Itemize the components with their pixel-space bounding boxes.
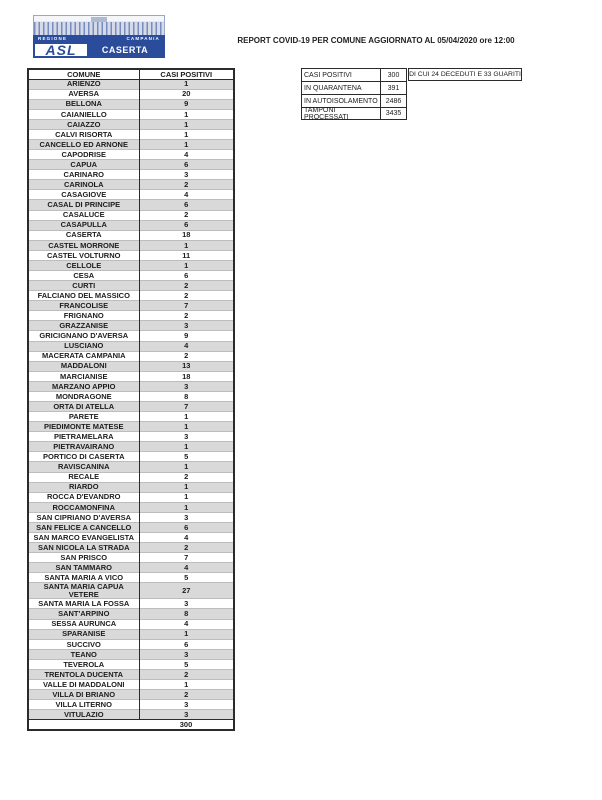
casi-positivi-cell: 4 bbox=[139, 190, 234, 200]
comune-cell: CELLOLE bbox=[28, 260, 139, 270]
comune-cell: CASTEL MORRONE bbox=[28, 240, 139, 250]
comune-cell: SAN MARCO EVANGELISTA bbox=[28, 533, 139, 543]
summary-row-casi-positivi bbox=[301, 68, 407, 81]
casi-positivi-cell: 18 bbox=[139, 371, 234, 381]
regione-campania-band bbox=[33, 35, 165, 42]
casi-positivi-cell: 4 bbox=[139, 533, 234, 543]
casi-positivi-cell: 9 bbox=[139, 99, 234, 109]
comune-cell: VALLE DI MADDALONI bbox=[28, 680, 139, 690]
comune-cell: SAN FELICE A CANCELLO bbox=[28, 522, 139, 532]
table-row bbox=[28, 680, 234, 690]
table-row bbox=[28, 351, 234, 361]
summary-value: 2486 bbox=[381, 94, 407, 107]
comune-cell: LUSCIANO bbox=[28, 341, 139, 351]
casi-positivi-cell: 4 bbox=[139, 341, 234, 351]
comune-cell: CALVI RISORTA bbox=[28, 129, 139, 139]
casi-positivi-cell: 2 bbox=[139, 281, 234, 291]
summary-value: 3435 bbox=[381, 107, 407, 120]
table-row bbox=[28, 321, 234, 331]
table-row bbox=[28, 109, 234, 119]
table-row bbox=[28, 99, 234, 109]
total-empty-cell bbox=[28, 720, 139, 730]
casi-positivi-cell: 6 bbox=[139, 522, 234, 532]
comune-cell: PIETRAVAIRANO bbox=[28, 442, 139, 452]
comune-cell: CASTEL VOLTURNO bbox=[28, 250, 139, 260]
page-title: REPORT COVID-19 PER COMUNE AGGIORNATO AL 05/04/2020 ore 12:00 bbox=[237, 36, 515, 45]
table-row bbox=[28, 402, 234, 412]
table-row bbox=[28, 472, 234, 482]
table-row bbox=[28, 341, 234, 351]
summary-label: IN QUARANTENA bbox=[301, 81, 381, 94]
table-row bbox=[28, 649, 234, 659]
casi-positivi-cell: 1 bbox=[139, 139, 234, 149]
casi-positivi-cell: 3 bbox=[139, 649, 234, 659]
casi-positivi-cell: 3 bbox=[139, 512, 234, 522]
comune-cell: SANTA MARIA CAPUA VETERE bbox=[28, 583, 139, 599]
table-row bbox=[28, 422, 234, 432]
table-row bbox=[28, 119, 234, 129]
casi-positivi-cell: 2 bbox=[139, 472, 234, 482]
table-row bbox=[28, 89, 234, 99]
comune-cell: MARZANO APPIO bbox=[28, 381, 139, 391]
table-row bbox=[28, 230, 234, 240]
comune-cell: SAN TAMMARO bbox=[28, 563, 139, 573]
table-row bbox=[28, 502, 234, 512]
casi-positivi-cell: 2 bbox=[139, 291, 234, 301]
comune-cell: ROCCAMONFINA bbox=[28, 502, 139, 512]
comune-cell: RIARDO bbox=[28, 482, 139, 492]
table-row bbox=[28, 629, 234, 639]
casi-positivi-cell: 1 bbox=[139, 79, 234, 89]
comune-cell: BELLONA bbox=[28, 99, 139, 109]
comune-cell: ORTA DI ATELLA bbox=[28, 402, 139, 412]
casi-positivi-cell: 3 bbox=[139, 710, 234, 720]
casi-positivi-cell: 3 bbox=[139, 381, 234, 391]
table-row bbox=[28, 270, 234, 280]
table-row bbox=[28, 700, 234, 710]
comune-cell: CURTI bbox=[28, 281, 139, 291]
comune-cell: TRENTOLA DUCENTA bbox=[28, 669, 139, 679]
table-row bbox=[28, 442, 234, 452]
comune-cell: AVERSA bbox=[28, 89, 139, 99]
casi-positivi-cell: 4 bbox=[139, 563, 234, 573]
casi-positivi-cell: 4 bbox=[139, 150, 234, 160]
comune-cell: CASAL DI PRINCIPE bbox=[28, 200, 139, 210]
comune-cell: VITULAZIO bbox=[28, 710, 139, 720]
table-row bbox=[28, 331, 234, 341]
asl-wordmark: ASL bbox=[45, 42, 77, 58]
comune-cell: ROCCA D'EVANDRO bbox=[28, 492, 139, 502]
comune-cell: CASERTA bbox=[28, 230, 139, 240]
table-row bbox=[28, 710, 234, 720]
casi-positivi-cell: 2 bbox=[139, 543, 234, 553]
table-row bbox=[28, 371, 234, 381]
table-row bbox=[28, 543, 234, 553]
table-row bbox=[28, 381, 234, 391]
table-row bbox=[28, 452, 234, 462]
casi-positivi-cell: 6 bbox=[139, 270, 234, 280]
table-row bbox=[28, 281, 234, 291]
summary-row-tamponi-processati bbox=[301, 107, 407, 120]
summary-row-in-quarantena bbox=[301, 81, 407, 94]
casi-positivi-cell: 1 bbox=[139, 502, 234, 512]
casi-positivi-cell: 3 bbox=[139, 700, 234, 710]
table-row bbox=[28, 669, 234, 679]
summary-label: IN AUTOISOLAMENTO bbox=[301, 94, 381, 107]
casi-positivi-cell: 3 bbox=[139, 170, 234, 180]
casi-positivi-cell: 2 bbox=[139, 180, 234, 190]
comune-cell: FRANCOLISE bbox=[28, 301, 139, 311]
summary-label: CASI POSITIVI bbox=[301, 68, 381, 81]
casi-positivi-cell: 3 bbox=[139, 599, 234, 609]
casi-positivi-cell: 2 bbox=[139, 210, 234, 220]
table-row bbox=[28, 492, 234, 502]
table-row bbox=[28, 432, 234, 442]
casi-positivi-cell: 6 bbox=[139, 200, 234, 210]
comune-cell: CANCELLO ED ARNONE bbox=[28, 139, 139, 149]
summary-label: TAMPONI PROCESSATI bbox=[301, 107, 381, 120]
comune-cell: GRICIGNANO D'AVERSA bbox=[28, 331, 139, 341]
comune-cell: PIETRAMELARA bbox=[28, 432, 139, 442]
comune-cell: CARINARO bbox=[28, 170, 139, 180]
table-row bbox=[28, 573, 234, 583]
comune-cell: RAVISCANINA bbox=[28, 462, 139, 472]
comune-cell: PARETE bbox=[28, 412, 139, 422]
casi-positivi-cell: 2 bbox=[139, 690, 234, 700]
comune-cell: SANT'ARPINO bbox=[28, 609, 139, 619]
table-row bbox=[28, 659, 234, 669]
caserta-wordmark: CASERTA bbox=[87, 44, 163, 56]
deceduti-guariti-note: DI CUI 24 DECEDUTI E 33 GUARITI bbox=[408, 68, 522, 81]
casi-positivi-cell: 4 bbox=[139, 619, 234, 629]
table-row bbox=[28, 210, 234, 220]
table-row bbox=[28, 180, 234, 190]
casi-positivi-cell: 27 bbox=[139, 583, 234, 599]
comune-cell: ARIENZO bbox=[28, 79, 139, 89]
table-row bbox=[28, 522, 234, 532]
comune-cell: CAPODRISE bbox=[28, 150, 139, 160]
table-row bbox=[28, 240, 234, 250]
casi-positivi-cell: 6 bbox=[139, 220, 234, 230]
summary-row-in-autoisolamento bbox=[301, 94, 407, 107]
casi-positivi-cell: 7 bbox=[139, 402, 234, 412]
table-row bbox=[28, 170, 234, 180]
summary-value: 391 bbox=[381, 81, 407, 94]
comune-cell: SESSA AURUNCA bbox=[28, 619, 139, 629]
palace-facade-image bbox=[33, 15, 165, 35]
summary-value: 300 bbox=[381, 68, 407, 81]
comune-cell: VILLA DI BRIANO bbox=[28, 690, 139, 700]
comune-cell: GRAZZANISE bbox=[28, 321, 139, 331]
comune-cell: CASAGIOVE bbox=[28, 190, 139, 200]
casi-positivi-cell: 1 bbox=[139, 680, 234, 690]
casi-positivi-cell: 2 bbox=[139, 351, 234, 361]
comune-cell: SANTA MARIA A VICO bbox=[28, 573, 139, 583]
table-row bbox=[28, 553, 234, 563]
comune-cell: PIEDIMONTE MATESE bbox=[28, 422, 139, 432]
column-header-casi-positivi: CASI POSITIVI bbox=[139, 69, 234, 79]
regione-label: REGIONE bbox=[38, 36, 68, 41]
casi-positivi-cell: 8 bbox=[139, 391, 234, 401]
casi-positivi-cell: 8 bbox=[139, 609, 234, 619]
casi-positivi-cell: 7 bbox=[139, 301, 234, 311]
casi-positivi-cell: 1 bbox=[139, 240, 234, 250]
comune-cell: CESA bbox=[28, 270, 139, 280]
table-row bbox=[28, 150, 234, 160]
asl-caserta-logo bbox=[33, 15, 165, 58]
table-header-row bbox=[28, 69, 234, 79]
comune-cell: RECALE bbox=[28, 472, 139, 482]
comune-cell: MACERATA CAMPANIA bbox=[28, 351, 139, 361]
table-row bbox=[28, 129, 234, 139]
comune-cell: MARCIANISE bbox=[28, 371, 139, 381]
casi-positivi-cell: 6 bbox=[139, 160, 234, 170]
casi-positivi-cell: 1 bbox=[139, 129, 234, 139]
comune-cell: CARINOLA bbox=[28, 180, 139, 190]
casi-positivi-cell: 1 bbox=[139, 422, 234, 432]
comune-cell: SUCCIVO bbox=[28, 639, 139, 649]
logo-wordmark bbox=[33, 42, 165, 58]
casi-positivi-cell: 7 bbox=[139, 553, 234, 563]
comune-cell: TEVEROLA bbox=[28, 659, 139, 669]
casi-positivi-cell: 6 bbox=[139, 639, 234, 649]
comune-cell: MADDALONI bbox=[28, 361, 139, 371]
comune-cell: CAIANIELLO bbox=[28, 109, 139, 119]
table-row bbox=[28, 533, 234, 543]
comune-cell: MONDRAGONE bbox=[28, 391, 139, 401]
casi-positivi-cell: 18 bbox=[139, 230, 234, 240]
table-row bbox=[28, 619, 234, 629]
comune-cell: PORTICO DI CASERTA bbox=[28, 452, 139, 462]
table-row bbox=[28, 160, 234, 170]
table-row bbox=[28, 311, 234, 321]
campania-label: CAMPANIA bbox=[126, 36, 160, 41]
casi-positivi-cell: 5 bbox=[139, 659, 234, 669]
casi-positivi-cell: 1 bbox=[139, 119, 234, 129]
casi-positivi-cell: 13 bbox=[139, 361, 234, 371]
table-row bbox=[28, 139, 234, 149]
table-row bbox=[28, 462, 234, 472]
comune-cell: FALCIANO DEL MASSICO bbox=[28, 291, 139, 301]
comune-cell: CASALUCE bbox=[28, 210, 139, 220]
table-row bbox=[28, 291, 234, 301]
table-row bbox=[28, 361, 234, 371]
casi-positivi-cell: 1 bbox=[139, 482, 234, 492]
casi-positivi-cell: 11 bbox=[139, 250, 234, 260]
comune-cell: VILLA LITERNO bbox=[28, 700, 139, 710]
casi-positivi-cell: 2 bbox=[139, 311, 234, 321]
casi-positivi-cell: 1 bbox=[139, 629, 234, 639]
comune-cell: CASAPULLA bbox=[28, 220, 139, 230]
comune-cell: SANTA MARIA LA FOSSA bbox=[28, 599, 139, 609]
total-value: 300 bbox=[139, 720, 234, 730]
table-row bbox=[28, 639, 234, 649]
table-row bbox=[28, 79, 234, 89]
comune-cell: CAIAZZO bbox=[28, 119, 139, 129]
comune-cell: SPARANISE bbox=[28, 629, 139, 639]
comune-cell: FRIGNANO bbox=[28, 311, 139, 321]
table-row bbox=[28, 583, 234, 599]
comuni-table bbox=[27, 68, 235, 731]
casi-positivi-cell: 2 bbox=[139, 669, 234, 679]
casi-positivi-cell: 3 bbox=[139, 432, 234, 442]
summary-table bbox=[301, 68, 407, 120]
casi-positivi-cell: 5 bbox=[139, 573, 234, 583]
table-row bbox=[28, 260, 234, 270]
table-row bbox=[28, 391, 234, 401]
casi-positivi-cell: 3 bbox=[139, 321, 234, 331]
table-row bbox=[28, 690, 234, 700]
table-row bbox=[28, 250, 234, 260]
casi-positivi-cell: 1 bbox=[139, 260, 234, 270]
table-row bbox=[28, 482, 234, 492]
comune-cell: CAPUA bbox=[28, 160, 139, 170]
casi-positivi-cell: 5 bbox=[139, 452, 234, 462]
comune-cell: TEANO bbox=[28, 649, 139, 659]
comune-cell: SAN CIPRIANO D'AVERSA bbox=[28, 512, 139, 522]
casi-positivi-cell: 20 bbox=[139, 89, 234, 99]
table-row bbox=[28, 563, 234, 573]
table-row bbox=[28, 190, 234, 200]
casi-positivi-cell: 1 bbox=[139, 462, 234, 472]
table-row bbox=[28, 412, 234, 422]
casi-positivi-cell: 9 bbox=[139, 331, 234, 341]
table-row bbox=[28, 512, 234, 522]
comune-cell: SAN PRISCO bbox=[28, 553, 139, 563]
table-row bbox=[28, 599, 234, 609]
summary-panel bbox=[301, 68, 521, 121]
table-row bbox=[28, 301, 234, 311]
table-total-row bbox=[28, 720, 234, 730]
comune-cell: SAN NICOLA LA STRADA bbox=[28, 543, 139, 553]
casi-positivi-cell: 1 bbox=[139, 109, 234, 119]
casi-positivi-cell: 1 bbox=[139, 442, 234, 452]
casi-positivi-cell: 1 bbox=[139, 492, 234, 502]
table-row bbox=[28, 200, 234, 210]
table-row bbox=[28, 220, 234, 230]
column-header-comune: COMUNE bbox=[28, 69, 139, 79]
casi-positivi-cell: 1 bbox=[139, 412, 234, 422]
table-row bbox=[28, 609, 234, 619]
